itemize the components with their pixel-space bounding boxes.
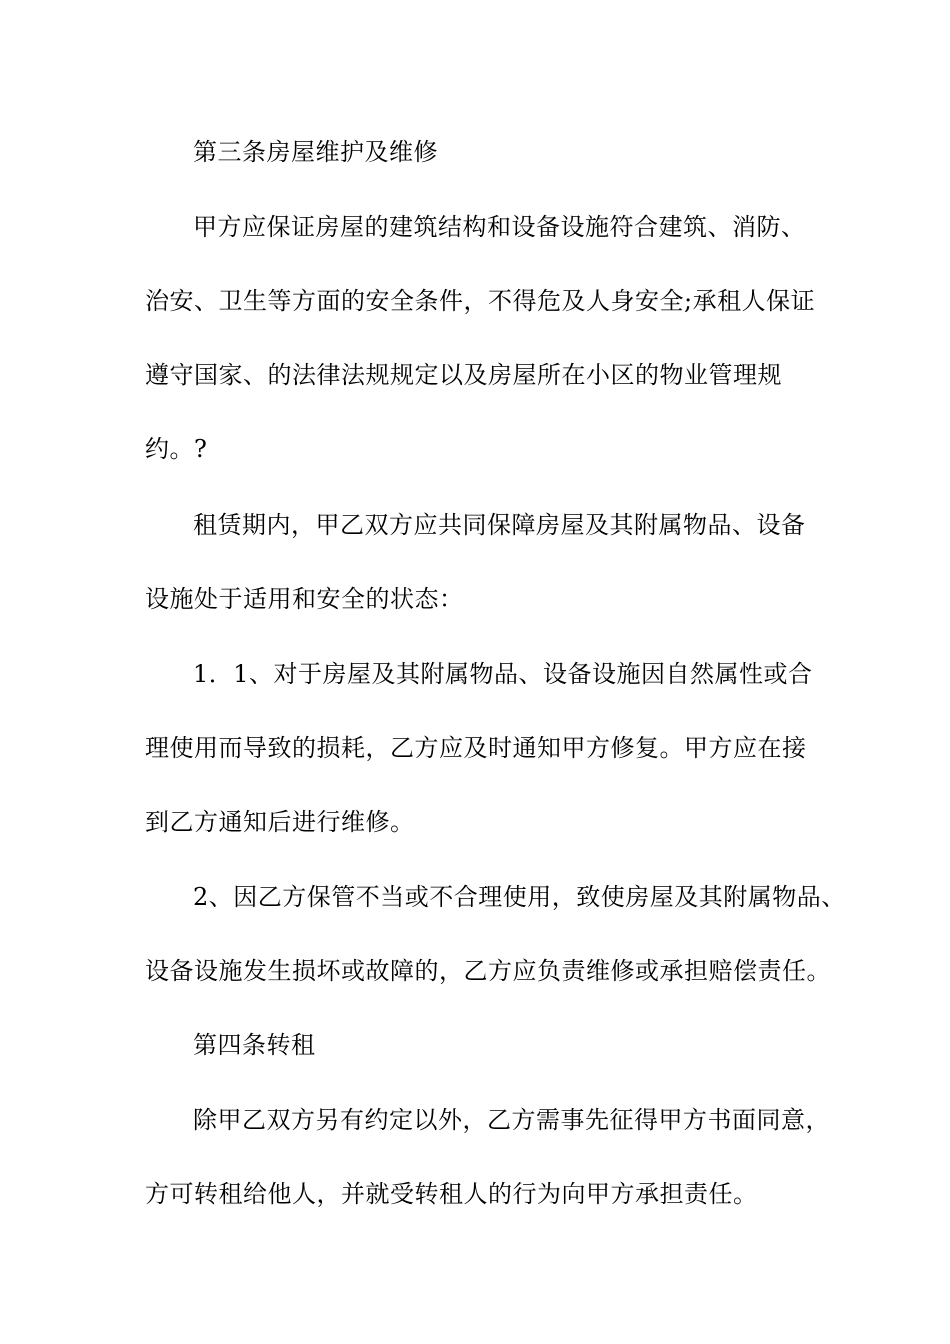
paragraph-line: 除甲乙双方另有约定以外，乙方需事先征得甲方书面同意， (193, 1106, 830, 1134)
paragraph-line: 遵守国家、的法律法规规定以及房屋所在小区的物业管理规 (145, 361, 782, 389)
list-item-line: 到乙方通知后进行维修。 (145, 808, 415, 836)
list-item-line: 2、因乙方保管不当或不合理使用，致使房屋及其附属物品、 (193, 883, 846, 911)
paragraph-line: 甲方应保证房屋的建筑结构和设备设施符合建筑、消防、 (193, 213, 806, 241)
paragraph-line: 租赁期内，甲乙双方应共同保障房屋及其附属物品、设备 (193, 511, 806, 539)
paragraph-line: 方可转租给他人，并就受转租人的行为向甲方承担责任。 (145, 1180, 758, 1208)
list-item-line: 理使用而导致的损耗，乙方应及时通知甲方修复。甲方应在接 (145, 734, 807, 762)
list-item-line: 1．1、对于房屋及其附属物品、设备设施因自然属性或合 (193, 660, 813, 688)
list-item-line: 设备设施发生损坏或故障的，乙方应负责维修或承担赔偿责任。 (145, 957, 831, 985)
paragraph-line: 设施处于适用和安全的状态： (145, 585, 464, 613)
paragraph-line: 治安、卫生等方面的安全条件，不得危及人身安全;承租人保证 (145, 287, 816, 315)
paragraph-line: 约。? (145, 435, 208, 463)
section-heading-article-4: 第四条转租 (193, 1031, 316, 1059)
section-heading-article-3: 第三条房屋维护及维修 (193, 138, 438, 166)
